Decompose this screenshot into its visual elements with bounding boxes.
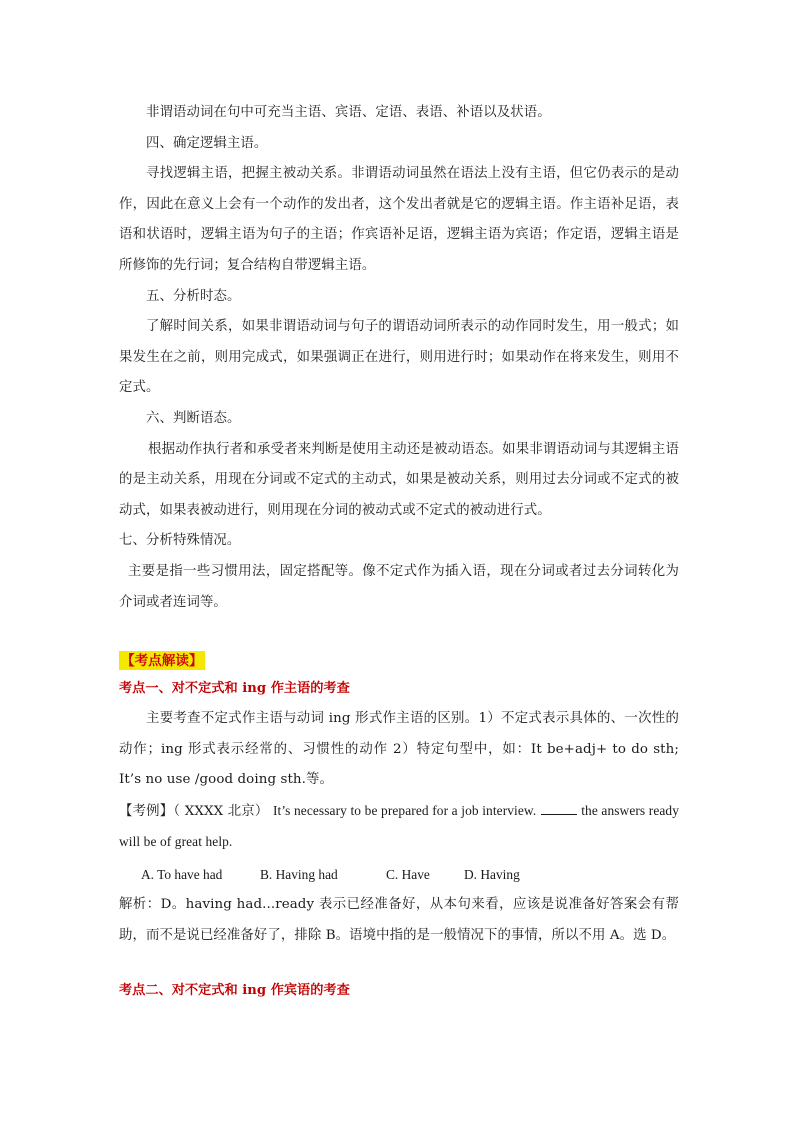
option-a: A. To have had: [141, 867, 223, 883]
paragraph-functions: 非谓语动词在句中可充当主语、宾语、定语、表语、补语以及状语。: [146, 105, 551, 120]
example-source: （ XXXX 北京）: [173, 803, 269, 819]
heading-six: 六、判断语态。: [146, 410, 241, 426]
point-one-title: 考点一、对不定式和 ing 作主语的考查: [119, 681, 350, 697]
option-c: C. Have: [386, 867, 430, 883]
spacer: [119, 951, 679, 976]
paragraph-tense: 了解时间关系，如果非谓语动词与句子的谓语动词所表示的动作同时发生，用一般式；如果发生在之前，则用完成式，如果强调正在进行，则用进行时；如果动作在将来发生，则用不定式。: [119, 319, 679, 396]
heading-seven: 七、分析特殊情况。: [119, 533, 241, 549]
example-text-before: It’s necessary to be prepared for a job interview.: [272, 802, 537, 818]
example-label: 【考例】: [119, 803, 174, 819]
paragraph-logical-subject: 寻找逻辑主语，把握主被动关系。非谓语动词虽然在语法上没有主语，但它仍表示的是动作，因此在意义上会有一个动作的发出者，这个发出者就是它的逻辑主语。作主语补足语，表语和状语时，逻辑主语为句子的主语；作宾语补足语，逻辑主语为宾语；作定语，逻辑主语是所修饰的先行词；复合结构自带逻辑主语。: [119, 166, 679, 273]
paragraph-voice: 根据动作执行者和承受者来判断是使用主动还是被动语态。如果非谓语动词与其逻辑主语的是主动关系，用现在分词或不定式的主动式，如果是被动关系，则用过去分词或不定式的被动式，如果表被动进行，则用现在分词的被动式或不定式的被动进行式。: [119, 441, 679, 518]
example-text-after: the answers ready will be of great help.: [119, 802, 680, 850]
kaodian-heading-label: 【考点解读】: [121, 653, 203, 670]
answer-options: [119, 859, 679, 890]
option-b: B. Having had: [260, 867, 338, 883]
heading-four: 四、确定逻辑主语。: [146, 135, 268, 151]
heading-five: 五、分析时态。: [146, 288, 241, 304]
point-two-title: 考点二、对不定式和 ing 作宾语的考查: [119, 983, 350, 999]
point-one-text: 主要考查不定式作主语与动词 ing 形式作主语的区别。1）不定式表示具体的、一次性的动作；ing 形式表示经常的、习惯性的动作 2）特定句型中，如：It be+adj+ to do sth; It’s no use /good doing sth.等。: [119, 711, 679, 788]
example-analysis: 解析：D。having had...ready 表示已经准备好，从本句来看，应该是说准备好答案会有帮助，而不是说已经准备好了，排除 B。语境中指的是一般情况下的事情，所以不用 A。选 D。: [119, 897, 679, 943]
example-question: [119, 796, 679, 859]
kaodian-heading: [119, 618, 679, 670]
document-page: [119, 98, 679, 1006]
answer-blank: [541, 804, 577, 815]
option-d: D. Having: [464, 867, 520, 883]
paragraph-special-cases: 主要是指一些习惯用法，固定搭配等。像不定式作为插入语，现在分词或者过去分词转化为介词或者连词等。: [119, 563, 679, 610]
